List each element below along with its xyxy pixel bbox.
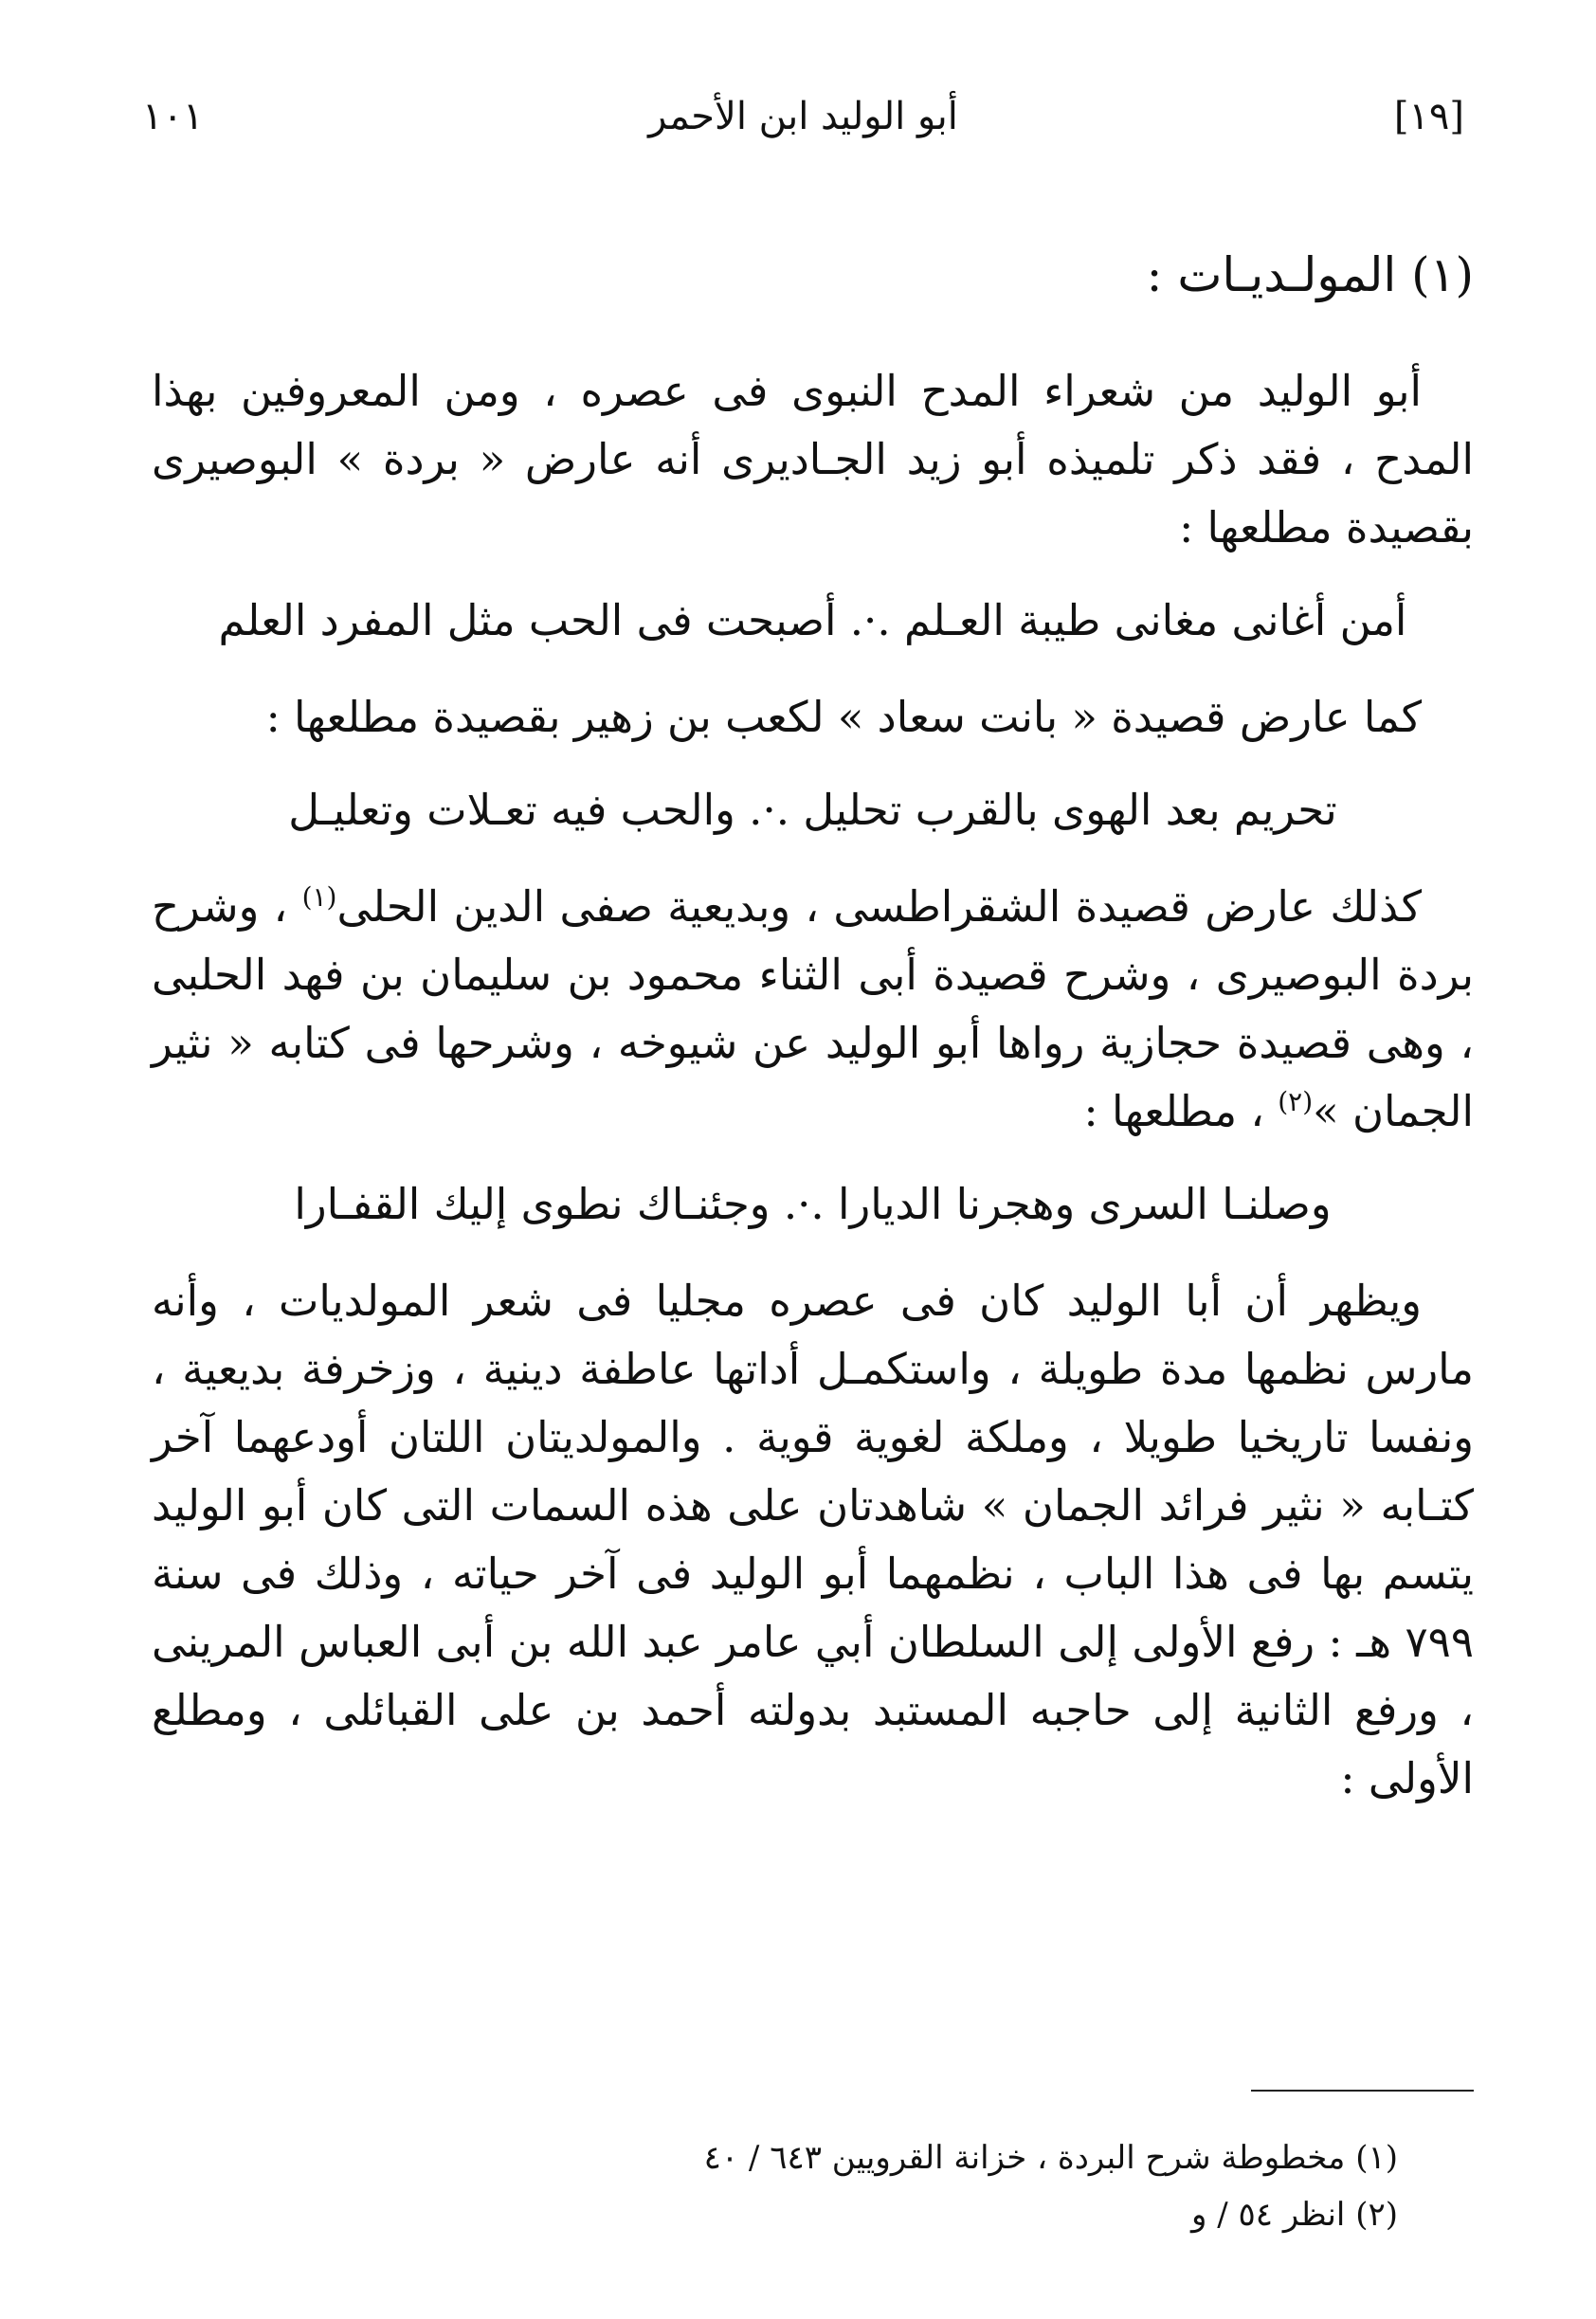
page-number: ١٠١ bbox=[142, 95, 204, 138]
paragraph-commentaries-part-2: ، وشرح بردة البوصيرى ، وشرح قصيدة أبى الثناء محمود بن سليمان بن فهد الحلبى ، وهى قصيدة حجازية رواها أبو الوليد عن شيوخه ، وشرحها فى كتابه « نثير الجمان » bbox=[152, 881, 1474, 1136]
paragraph-commentaries-part-3: ، مطلعها : bbox=[1083, 1086, 1264, 1136]
footnote-ref-2[interactable]: (٢) bbox=[1278, 1086, 1314, 1117]
verse-burda: أمن أغانى مغانى طيبة العـلم .·. أصبحت فى الحب مثل المفرد العلم bbox=[218, 595, 1407, 645]
verse-hijaziya: وصلنـا السرى وهجرنا الديارا .·. وجئنـاك نطوى إليك القفـارا bbox=[294, 1179, 1332, 1229]
paragraph-mawlidiyat: ويظهر أن أبا الوليد كان فى عصره مجليا فى شعر المولديات ، وأنه مارس نظمها مدة طويلة ، واستكمـل أداتها عاطفة دينية ، وزخرفة بديعية ، ونفسا تاريخيا طويلا ، وملكة لغوية قوية . والمولديتان اللتان أودعهما آخر كتـابه « نثير فرائد الجمان » شاهدتان على هذه السمات التى كان أبو الوليد يتسم بها فى هذا الباب ، نظمهما أبو الوليد فى آخر حياته ، وذلك فى سنة ٧٩٩ هـ : رفع الأولى إلى السلطان أبي عامر عبد الله بن أبى العباس المرينى ، ورفع الثانية إلى حاجبه المستبد بدولته أحمد بن على القبائلى ، ومطلع الأولى : bbox=[152, 1276, 1474, 1803]
footnote-divider bbox=[1251, 2090, 1474, 2092]
paragraph-commentaries-part-1: كذلك عارض قصيدة الشقراطسى ، وبديعية صفى الدين الحلى bbox=[336, 881, 1422, 932]
footnote-ref-1[interactable]: (١) bbox=[301, 881, 337, 913]
footnote-1: (١) مخطوطة شرح البردة ، خزانة القرويين ٦٤٣ / ٤٠ bbox=[703, 2139, 1398, 2177]
section-number: [١٩] bbox=[1393, 95, 1464, 138]
footnotes bbox=[152, 2090, 1474, 2243]
section-heading: (١) المولـديـات : bbox=[1146, 247, 1474, 302]
paragraph-banat-suad: كما عارض قصيدة « بانت سعاد » لكعب بن زهير بقصيدة مطلعها : bbox=[265, 692, 1422, 742]
paragraph-intro: أبو الوليد من شعراء المدح النبوى فى عصره ، ومن المعروفين بهذا المدح ، فقد ذكر تلميذه أبو زيد الجـاديرى أنه عارض « بردة » البوصيرى بقصيدة مطلعها : bbox=[152, 366, 1474, 553]
main-text bbox=[152, 242, 1474, 1838]
paragraph-commentaries bbox=[152, 873, 1474, 1146]
running-title: أبو الوليد ابن الأحمر bbox=[648, 95, 958, 138]
verse-banat-suad: تحريم بعد الهوى بالقرب تحليل .·. والحب فيه تعـلات وتعليـل bbox=[288, 785, 1337, 835]
footnote-2: (٢) انظر ٥٤ / و bbox=[1190, 2196, 1398, 2234]
running-head bbox=[142, 95, 1464, 161]
